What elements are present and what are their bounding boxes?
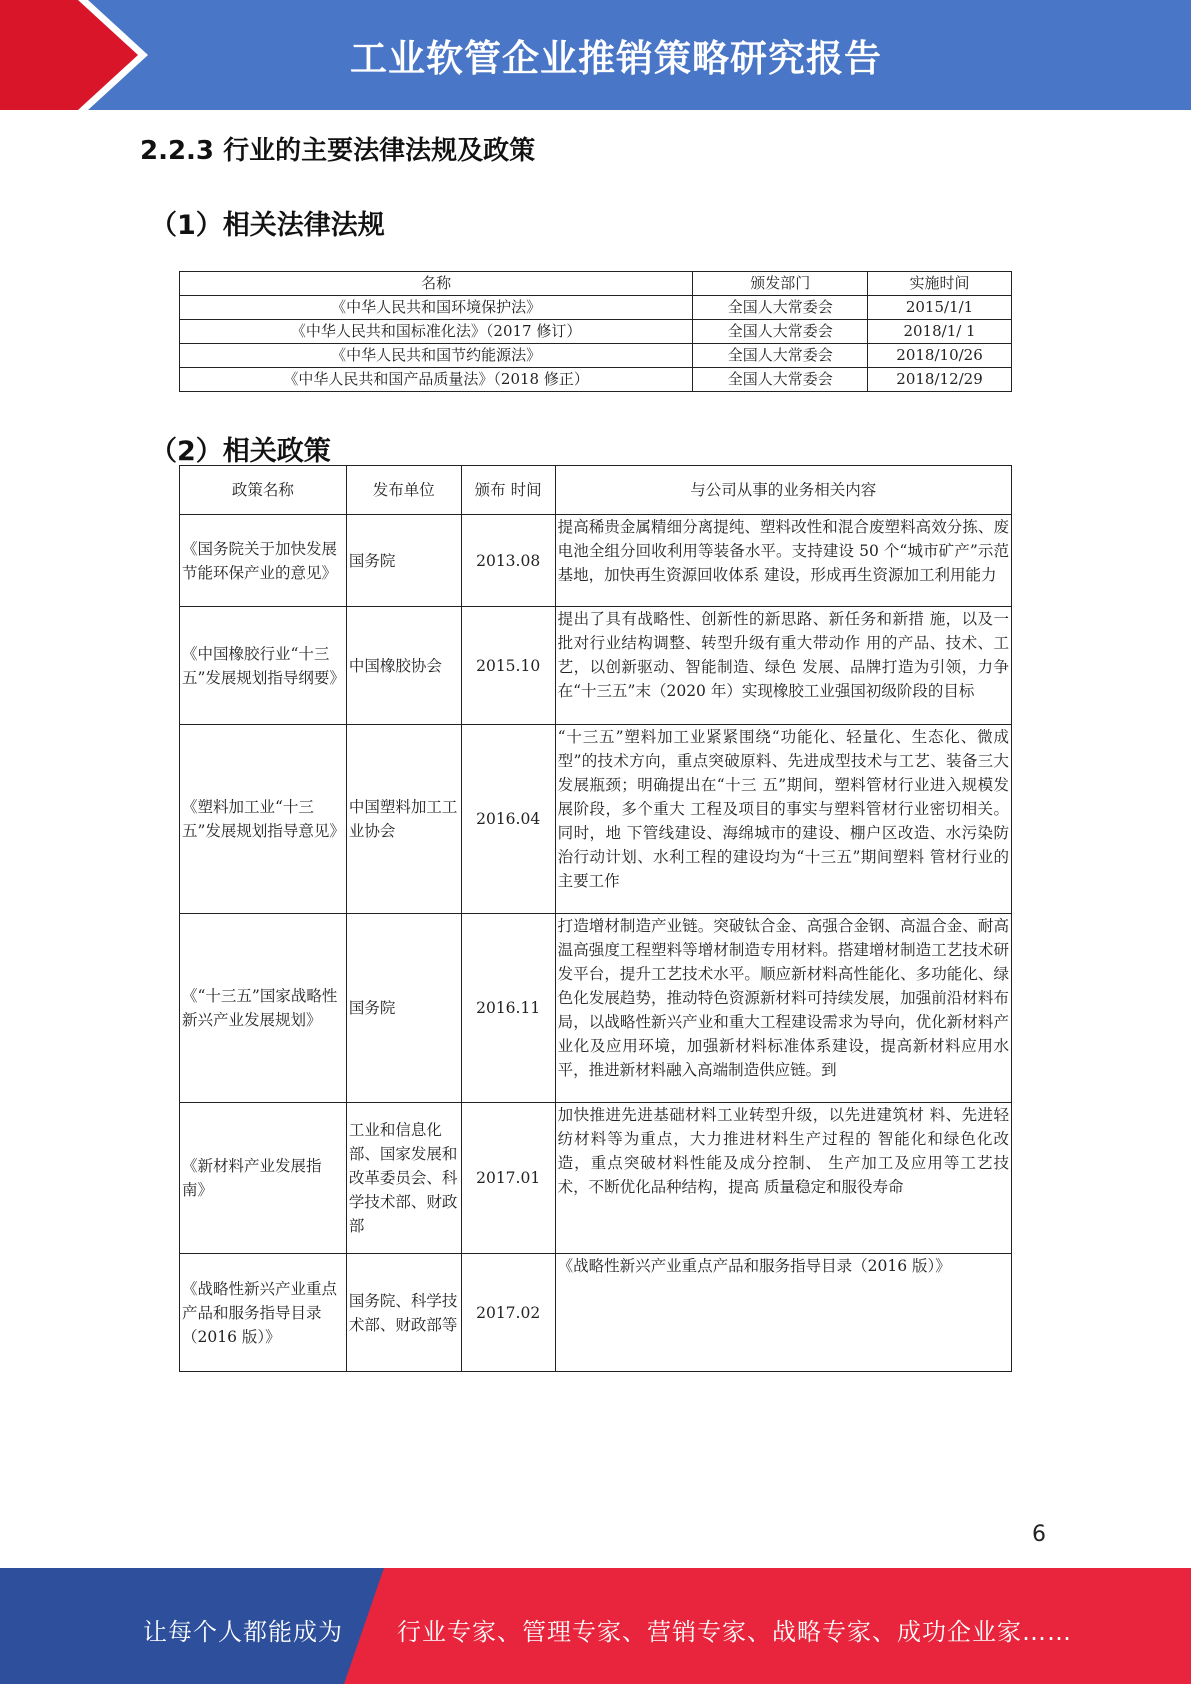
policy-issuer: 中国橡胶协会	[346, 607, 461, 725]
header-chevron-decoration	[0, 0, 160, 110]
table-row	[180, 515, 1012, 607]
table-row	[180, 344, 1012, 368]
policy-content: 加快推进先进基础材料工业转型升级，以先进建筑材 料、先进轻纺材料等为重点，大力推进材料生产过程的 智能化和绿色化改造，重点突破材料性能及成分控制、 生产加工及应用等工艺技术，不断优化品种结构，提高 质量稳定和服役寿命	[555, 1103, 1011, 1254]
policy-date: 2015.10	[461, 607, 555, 725]
laws-heading: （1）相关法律法规	[150, 210, 385, 241]
law-name: 《中华人民共和国产品质量法》（2018 修正）	[180, 368, 693, 392]
policy-content: 《战略性新兴产业重点产品和服务指导目录（2016 版）》	[555, 1254, 1011, 1372]
law-date: 2018/12/29	[868, 368, 1012, 392]
laws-table	[179, 271, 1012, 392]
policy-date: 2016.04	[461, 725, 555, 914]
report-title: 工业软管企业推销策略研究报告	[350, 37, 882, 80]
law-dept: 全国人大常委会	[693, 320, 868, 344]
table-row	[180, 914, 1012, 1103]
page-footer	[0, 1568, 1191, 1684]
policy-date: 2016.11	[461, 914, 555, 1103]
policy-date: 2017.01	[461, 1103, 555, 1254]
policies-heading: （2）相关政策	[150, 436, 331, 467]
laws-col-name: 名称	[180, 272, 693, 296]
policy-name: 《新材料产业发展指南》	[180, 1103, 347, 1254]
laws-table-header-row	[180, 272, 1012, 296]
table-row	[180, 1254, 1012, 1372]
policies-table-header-row	[180, 466, 1012, 515]
policy-content: “十三五”塑料加工业紧紧围绕“功能化、轻量化、生态化、微成型”的技术方向，重点突破原料、先进成型技术与工艺、装备三大发展瓶颈；明确提出在“十三 五”期间，塑料管材行业进入规模发展阶段，多个重大 工程及项目的事实与塑料管材行业密切相关。同时，地 下管线建设、海绵城市的建设、棚户区改造、水污染防 治行动计划、水利工程的建设均为“十三五”期间塑料 管材行业的主要工作	[555, 725, 1011, 914]
law-dept: 全国人大常委会	[693, 368, 868, 392]
table-row	[180, 296, 1012, 320]
law-date: 2018/1/ 1	[868, 320, 1012, 344]
policies-table	[179, 465, 1012, 1372]
table-row	[180, 725, 1012, 914]
law-dept: 全国人大常委会	[693, 344, 868, 368]
policy-name: 《塑料加工业“十三五”发展规划指导意见》	[180, 725, 347, 914]
policy-content: 提出了具有战略性、创新性的新思路、新任务和新措 施，以及一批对行业结构调整、转型升级有重大带动作 用的产品、技术、工艺，以创新驱动、智能制造、绿色 发展、品牌打造为引领，力争在“十三五”末（2020 年）实现橡胶工业强国初级阶段的目标	[555, 607, 1011, 725]
section-heading: 2.2.3 行业的主要法律法规及政策	[140, 136, 536, 166]
law-name: 《中华人民共和国环境保护法》	[180, 296, 693, 320]
policy-content: 打造增材制造产业链。突破钛合金、高强合金钢、高温合金、耐高温高强度工程塑料等增材制造专用材料。搭建增材制造工艺技术研发平台，提升工艺技术水平。顺应新材料高性能化、多功能化、绿色化发展趋势，推动特色资源新材料可持续发展，加强前沿材料布局，以战略性新兴产业和重大工程建设需求为导向，优化新材料产业化及应用环境，加强新材料标准体系建设，提高新材料应用水平，推进新材料融入高端制造供应链。到	[555, 914, 1011, 1103]
policy-issuer: 国务院	[346, 914, 461, 1103]
page-number: 6	[1032, 1522, 1046, 1547]
footer-slogan-right: 行业专家、管理专家、营销专家、战略专家、成功企业家……	[397, 1618, 1072, 1646]
policy-issuer: 中国塑料加工工业协会	[346, 725, 461, 914]
law-date: 2015/1/1	[868, 296, 1012, 320]
table-row	[180, 607, 1012, 725]
law-name: 《中华人民共和国节约能源法》	[180, 344, 693, 368]
policies-col-content: 与公司从事的业务相关内容	[555, 466, 1011, 515]
policy-name: 《中国橡胶行业“十三五”发展规划指导纲要》	[180, 607, 347, 725]
footer-slogan-left: 让每个人都能成为	[143, 1618, 343, 1646]
policy-issuer: 工业和信息化部、国家发展和改革委员会、科学技术部、财政部	[346, 1103, 461, 1254]
table-row	[180, 368, 1012, 392]
law-dept: 全国人大常委会	[693, 296, 868, 320]
policy-date: 2017.02	[461, 1254, 555, 1372]
policy-name: 《战略性新兴产业重点产品和服务指导目录（2016 版）》	[180, 1254, 347, 1372]
policy-date: 2013.08	[461, 515, 555, 607]
policies-col-name: 政策名称	[180, 466, 347, 515]
policy-name: 《“十三五”国家战略性新兴产业发展规划》	[180, 914, 347, 1103]
policy-name: 《国务院关于加快发展节能环保产业的意见》	[180, 515, 347, 607]
laws-col-date: 实施时间	[868, 272, 1012, 296]
policies-col-date: 颁布 时间	[461, 466, 555, 515]
table-row	[180, 1103, 1012, 1254]
policy-content: 提高稀贵金属精细分离提纯、塑料改性和混合废塑料高效分拣、废电池全组分回收利用等装备水平。支持建设 50 个“城市矿产”示范基地，加快再生资源回收体系 建设，形成再生资源加工利用能力	[555, 515, 1011, 607]
law-name: 《中华人民共和国标准化法》（2017 修订）	[180, 320, 693, 344]
table-row	[180, 320, 1012, 344]
policy-issuer: 国务院	[346, 515, 461, 607]
policies-col-issuer: 发布单位	[346, 466, 461, 515]
law-date: 2018/10/26	[868, 344, 1012, 368]
page-header	[0, 0, 1191, 110]
laws-col-dept: 颁发部门	[693, 272, 868, 296]
policy-issuer: 国务院、科学技术部、财政部等	[346, 1254, 461, 1372]
